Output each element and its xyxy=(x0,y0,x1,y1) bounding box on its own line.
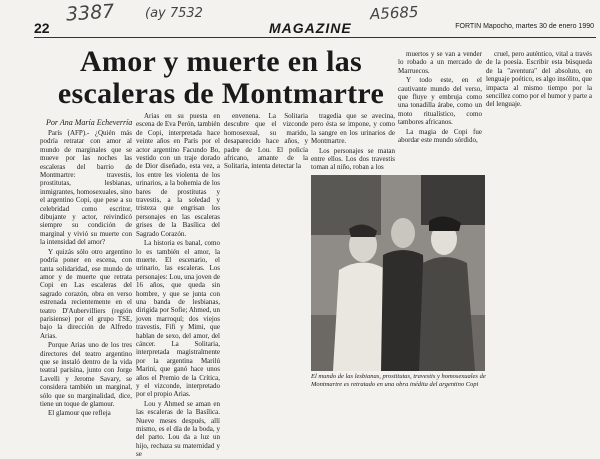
paragraph: tragedia que se avecina, pero ésta se impone, y como la sangre en los urinarios de Montmartre. xyxy=(311,112,395,146)
article-column-3 xyxy=(224,112,308,174)
handwritten-note-3: A5685 xyxy=(369,2,419,24)
paragraph: envenena. La Solitaria descubre que el vizconde homosexual, su marido, desaparecido hace años, y padre de Lou. El policía africano, amante de la Solitaria, intenta detectar la xyxy=(224,112,308,171)
paragraph: Lou y Ahmed se aman en las escaleras de la Basílica. Nueve meses después, allí mismo, es el día de la boda, y del parto. Lou da a luz un hijo, rechaza su maternidad y se xyxy=(136,399,220,459)
article-column-4 xyxy=(311,112,395,174)
article-column-5 xyxy=(398,50,482,178)
article-column-1 xyxy=(40,129,132,418)
byline: Por Ana María Echeverría xyxy=(46,118,133,127)
paragraph: El glamour que refleja xyxy=(48,409,111,418)
paragraph: Y quizás sólo otro argentino podría poner en escena, con tanta solidaridad, ese mundo de amor y de muerte que retrata Copi en Las escaleras del sagrado corazón, obra en verso estrenada recientemente en el teatro D'Aubervilliers (región parisiense) por el grupo TSE, bajo la dirección de Alfredo Arias. xyxy=(40,247,132,340)
page-number: 22 xyxy=(34,20,50,36)
paragraph: Y todo este, en el cautivante mundo del verso, que fluye y embruja como una tonadilla árabe, como un moto ritualístico, como tambores africanos. xyxy=(398,76,482,127)
photo-caption: El mundo de las lesbianas, prostitutas, travestis y homosexuales de Montmartre es retratado en una obra inédita del argentino Copi xyxy=(311,373,486,388)
paragraph: cruel, pero auténtico, vital a través de la poesía. Escribir esta búsqueda de la "aventura" del absoluto, en lenguaje poético, es algo insólito, que impacta al mismo tiempo por la sencillez como por el humor y parte a del lenguaje. xyxy=(486,50,592,109)
paragraph: Arias en su puesta en escena de Eva Perón, también de Copi, interpretada hace veinte años en París por el actor argentino Facundo Bo, vestido con un traje dorado de Dior diseñado, esta vez, a los entre les violenta de los urinarios, a la bohemia de los bares de prostitutas y travestis, a la soledad y tristeza que engrisan los personajes en las escaleras grises de la Basílica del Sagrado Corazón. xyxy=(136,112,220,238)
handwritten-note-2: (ay 7532 xyxy=(145,6,203,21)
paragraph: París (AFP).- ¿Quién más podría retratar con amor al mundo de marginales que se mueve por las noches las escaleras del barrio de Montmartre: travestis, prostitutas, lesbianas, inmigrantes, homosexuales, sino el argentino Copi, que pese a su celebridad como escritor, dibujante y actor, reivindicó siempre su condición de marginal y vivió su muerte con la intensidad del amor? xyxy=(40,129,132,247)
paragraph: Porque Arias uno de los tres directores del teatro argentino que se instaló dentro de la vida teatral parisina, junto con Jorge Lavelli y Jerome Savary, se considera también un marginal, sólo que su marginalidad, dice, tiene un toque de glamour. xyxy=(40,341,132,408)
section-title: MAGAZINE xyxy=(269,20,352,36)
headline: Amor y muerte en las escaleras de Montmartre xyxy=(57,45,385,110)
photo-illustration xyxy=(311,175,485,371)
page-header xyxy=(34,22,596,36)
article-column-2 xyxy=(136,112,220,459)
header-rule xyxy=(34,37,596,38)
paragraph: La historia es banal, como lo es también el amor, la muerte. El escenario, el urinario, las escaleras. Los personajes: Lou, una joven de 16 años, que queda sin hombre, y que se junta con una banda de lesbianas, dirigida por Sofie; Ahmed, un joven marroquí; dos viejos travestis, Fifi y Mimi, que hablan de sexo, del amor, del cáncer. La Solitaria, interpretada magistralmente por la argentina Marilú Marini, que ganó hace unos años el Premio de la Crítica, y el vizconde, interpretado por el propio Arias. xyxy=(136,239,220,399)
handwritten-note-1: 3387 xyxy=(65,0,116,26)
article-photo xyxy=(311,175,485,371)
paragraph: muertos y se van a vender lo robado a un mercado de Marruecos. xyxy=(398,50,482,75)
paragraph: La magia de Copi fue abordar este mundo sórdido, xyxy=(398,127,482,145)
paragraph: Los personajes se matan entre ellos. Los dos travestis toman al niño, roban a los xyxy=(311,146,395,172)
article-column-6 xyxy=(486,50,592,122)
dateline: FORTIN Mapocho, martes 30 de enero 1990 xyxy=(455,23,594,30)
